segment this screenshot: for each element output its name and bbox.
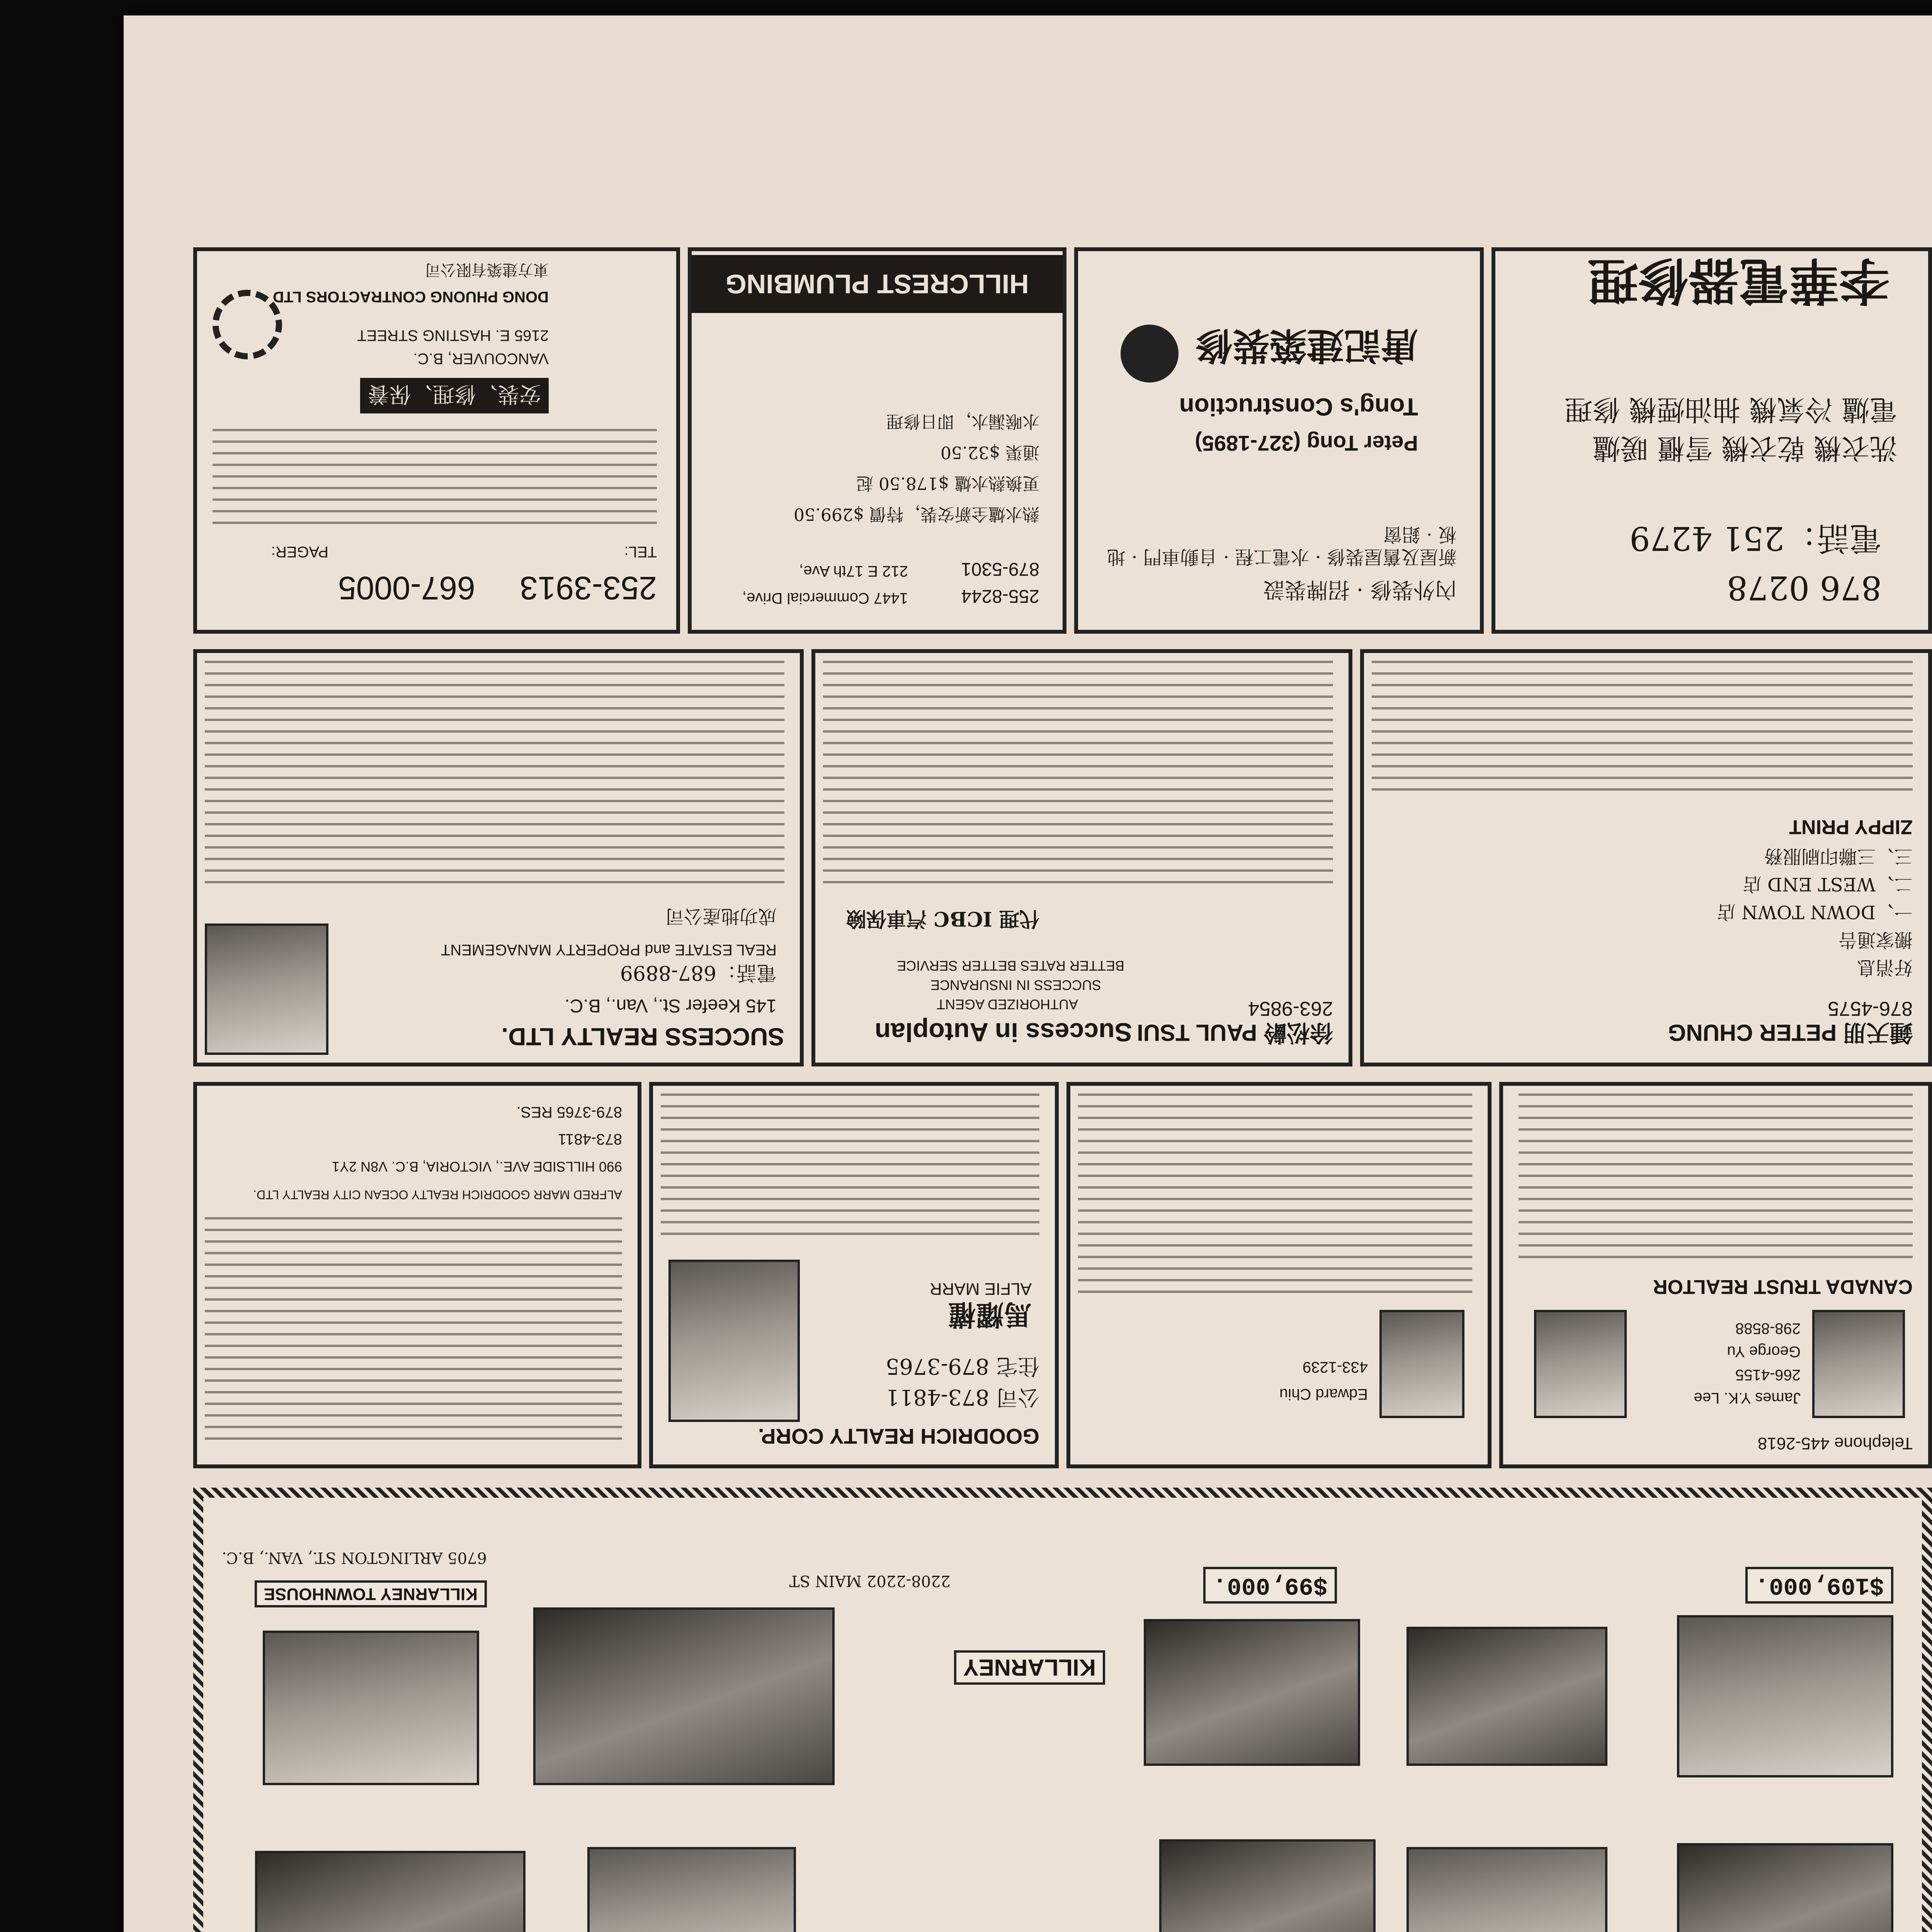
- ad-text-block: [1078, 1094, 1472, 1294]
- listing-price: $109,000.: [1745, 1567, 1893, 1604]
- ad-text-block: [1372, 661, 1913, 800]
- canada-trust-ad: [1499, 1082, 1932, 1468]
- zippy-agent-phone: 876-4575: [1828, 997, 1913, 1020]
- zippy-body: 好消息 搬家通告 一、DOWN TOWN 店 二、WEST END 店 三、三聯印刷服務: [1717, 845, 1913, 978]
- dong-phuong-name-cn: 東方建築有限公司: [425, 261, 549, 279]
- success-cn: 成功地產公司: [665, 905, 777, 927]
- hillcrest-body: 熱水爐全新安裝，特價 $299.50 更換熱水爐 $178.50 起 通渠 $32.50 水喉漏水，即日修理: [794, 412, 1039, 524]
- canada-trust-agent: George Yu: [1727, 1343, 1801, 1360]
- listing-photo: [255, 1851, 526, 1932]
- canada-trust-name: CANADA TRUST REALTOR: [1653, 1276, 1913, 1298]
- goodrich-ad: [649, 1082, 1059, 1468]
- ad-text-block: [823, 661, 1333, 893]
- canada-trust-phone: Telephone 445-2618: [1757, 1434, 1913, 1453]
- hillcrest-phone2: 879-5301: [961, 559, 1039, 579]
- tong-logo-icon: [1121, 325, 1179, 383]
- tong-name-en: Tong's Construction: [1179, 393, 1418, 421]
- renovation-title: 李華電器修理: [1588, 251, 1889, 310]
- ad-text-block: [1519, 1094, 1913, 1264]
- agent-photo: [1534, 1310, 1627, 1418]
- renovation-services: [1565, 390, 1897, 506]
- agent-photo: [205, 923, 328, 1055]
- hillcrest-phone: 255-8244: [961, 586, 1039, 606]
- newspaper-sheet-rotated: [124, 15, 1932, 1932]
- ad-text-block: [205, 661, 784, 893]
- service-item: 雪櫃: [1657, 432, 1713, 464]
- service-item: 修理: [1565, 393, 1621, 426]
- goodrich-agent-cn: 馬耀權: [948, 1298, 1032, 1331]
- canada-trust-agent-phone: 433-1239: [1302, 1359, 1368, 1376]
- goodrich-name: GOODRICH REALTY CORP.: [758, 1424, 1039, 1449]
- gear-logo-icon: [213, 290, 282, 359]
- listing-photo: [1677, 1615, 1893, 1777]
- service-item: 電爐: [1841, 393, 1897, 426]
- renovation-ad: [1492, 247, 1932, 634]
- autoplan-agent: 徐松齡 PAUL TSUI: [1137, 1020, 1333, 1046]
- agent-photo: [668, 1260, 800, 1422]
- service-item: 抽油煙機: [1629, 393, 1741, 426]
- canada-trust-listings: [1066, 1082, 1492, 1468]
- pager-label: PAGER:: [271, 543, 328, 560]
- goodrich-res2: 879-3765 RES.: [516, 1104, 622, 1121]
- dong-phuong-services: 安裝、修理、保養: [360, 378, 549, 413]
- listing-photo: [1677, 1843, 1893, 1932]
- service-item: 乾衣機: [1721, 432, 1805, 464]
- listing-label: KILLARNEY: [954, 1650, 1105, 1685]
- tong-contact: Peter Tong (327-1895): [1195, 431, 1418, 456]
- listing-photo: [587, 1847, 796, 1932]
- canada-trust-agent-phone: 266-4155: [1735, 1366, 1801, 1383]
- canada-trust-agent: James Y.K. Lee: [1694, 1389, 1801, 1406]
- zippy-agent: 鍾天朋 PETER CHUNG: [1668, 1020, 1913, 1046]
- autoplan-line: SUCCESS IN INSURANCE: [930, 977, 1101, 993]
- dong-phuong-phone: 253-3913: [520, 570, 657, 606]
- renovation-phone: 電話：251 4279: [1629, 519, 1882, 557]
- dong-phuong-pager: 667-0005: [338, 570, 475, 606]
- goodrich-agent: ALFIE MARR: [929, 1279, 1032, 1298]
- tong-services: 新屋及舊屋裝修 · 水電工程 · 自動車門 · 地板 · 鋁窗: [1107, 524, 1457, 568]
- listing-photo: [263, 1631, 479, 1785]
- ad-text-block: [661, 1094, 1039, 1240]
- zippy-title: ZIPPY PRINT: [1789, 816, 1913, 838]
- goodrich-res: 住宅 879-3765: [885, 1354, 1039, 1379]
- listing-address: 2208-2202 MAIN ST: [789, 1572, 951, 1590]
- tel-label: TEL:: [624, 543, 657, 560]
- autoplan-item: 代理 ICBC 汽車保險: [846, 907, 1039, 930]
- agent-photo: [1812, 1310, 1905, 1418]
- tong-construction-ad: [1074, 247, 1484, 634]
- listing-photo: [1144, 1619, 1360, 1766]
- ad-text-block: [205, 1217, 622, 1449]
- listing-photo: [533, 1607, 835, 1785]
- hillcrest-name: HILLCREST PLUMBING: [692, 255, 1063, 313]
- listing-photo: [1159, 1839, 1376, 1932]
- autoplan-ad: [811, 649, 1352, 1066]
- goodrich-office2: 873-4811: [558, 1131, 622, 1148]
- goodrich-address: 990 HILLSIDE AVE., VICTORIA, B.C. V8N 2Y1: [332, 1159, 622, 1175]
- renovation-phone2: 876 0278: [1727, 569, 1882, 607]
- dong-phuong-ad: [193, 247, 680, 634]
- goodrich-agent-full: ALFRED MARR GOODRICH REALTY OCEAN CITY REALTY LTD.: [253, 1188, 622, 1202]
- listing-price: $99,000.: [1203, 1567, 1337, 1604]
- canada-trust-agent: Edward Chiu: [1279, 1386, 1368, 1403]
- agent-photo: [1379, 1310, 1464, 1418]
- success-services: REAL ESTATE and PROPERTY MANAGEMENT: [440, 941, 777, 958]
- autoplan-line: BETTER RATES BETTER SERVICE: [897, 958, 1124, 974]
- listing-photo: [1406, 1627, 1607, 1766]
- listing-label: KILLARNEY TOWNHOUSE: [255, 1580, 487, 1607]
- hillcrest-address2: 212 E 17th Ave,: [799, 563, 908, 580]
- service-item: 洗衣機: [1813, 432, 1897, 464]
- goodrich-victoria-ad: [193, 1082, 641, 1468]
- success-address: 145 Keefer St., Van., B.C.: [565, 995, 777, 1016]
- newspaper-page: [124, 15, 1932, 1932]
- dong-phuong-name: DONG PHUONG CONTRACTORS LTD: [272, 288, 549, 305]
- zippy-print-ad: [1360, 649, 1932, 1066]
- tong-extra: 內外裝修 · 招牌裝設: [1263, 577, 1457, 602]
- tong-name-cn: 唐記建築裝修: [1196, 324, 1418, 367]
- dong-phuong-city: VANCOUVER, B.C.: [413, 350, 549, 367]
- autoplan-sub: AUTHORIZED AGENT: [936, 997, 1078, 1012]
- listing-photo: [1406, 1847, 1607, 1932]
- dong-phuong-address: 2165 E. HASTING STREET: [357, 327, 549, 344]
- service-item: 冷氣機: [1749, 393, 1833, 426]
- success-phone: 電話：687-8899: [620, 961, 777, 984]
- canada-trust-agent-phone: 298-8588: [1735, 1320, 1801, 1337]
- success-name: SUCCESS REALTY LTD.: [501, 1023, 784, 1051]
- hillcrest-address: 1447 Commercial Drive,: [742, 590, 908, 607]
- goodrich-phone: 公司 873-4811: [885, 1384, 1039, 1410]
- autoplan-agent-phone: 263-9854: [1248, 997, 1333, 1020]
- hillcrest-plumbing-ad: [688, 247, 1066, 634]
- autoplan-title: Success in Autoplan: [874, 1017, 1132, 1047]
- ad-text-block: [213, 429, 657, 529]
- service-item: 暖爐: [1592, 432, 1648, 464]
- listing-address: 6705 ARLINGTON ST., VAN., B.C.: [221, 1549, 487, 1566]
- success-realty-ad: [193, 649, 804, 1066]
